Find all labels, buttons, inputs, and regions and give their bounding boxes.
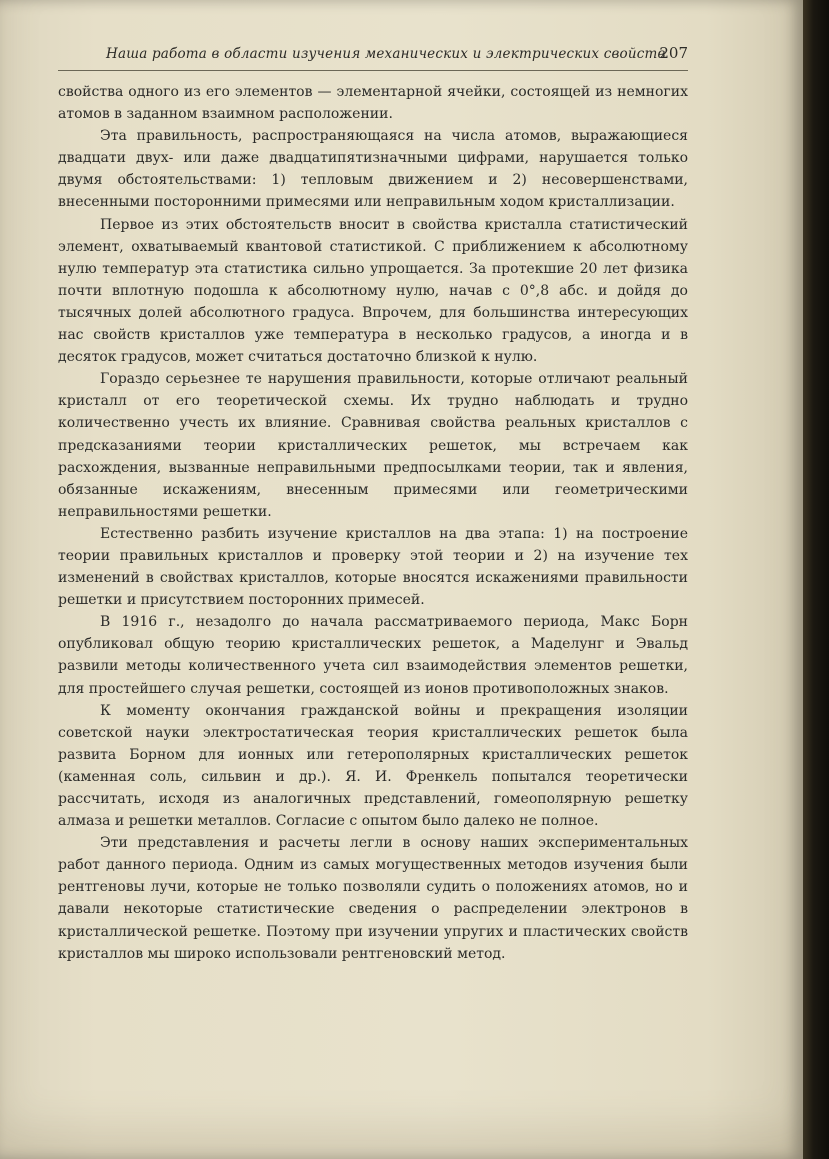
paragraph-4: Гораздо серьезнее те нарушения правильности, которые отличают реальный кристалл от его теоретической схемы. Их трудно наблюдать и трудно количественно учесть их влияние. Сравнивая свойства реальных кристаллов с предсказаниями теории кристаллических решеток, мы встречаем как расхождения, вызванные неправильными предпосылками теории, так и явления, обязанные искажениям, внесенным примесями или геометрическими неправильностями решетки. <box>58 371 688 520</box>
paragraph-6: В 1916 г., незадолго до начала рассматриваемого периода, Макс Борн опубликовал общую теорию кристаллических решеток, а Маделунг и Эвальд развили методы количественного учета сил взаимодействия элементов решетки, для простейшего случая решетки, состоящей из ионов противоположных знаков. <box>58 614 688 697</box>
running-header <box>98 44 688 66</box>
paragraph-8: Эти представления и расчеты легли в основу наших экспериментальных работ данного периода. Одним из самых могущественных методов изучения были рентгеновы лучи, которые не только позволяли судить о положениях атомов, но и давали некоторые статистические сведения о распределении электронов в кристаллической решетке. Поэтому при изучении упругих и пластических свойств кристаллов мы широко использовали рентгеновский метод. <box>58 835 688 962</box>
body-text <box>58 81 688 965</box>
paragraph-7: К моменту окончания гражданской войны и прекращения изоляции советской науки электростатическая теория кристаллических решеток была развита Борном для ионных или гетерополярных кристаллических решеток (каменная соль, сильвин и др.). Я. И. Френкель попытался теоретически рассчитать, исходя из аналогичных представлений, гомеополярную решетку алмаза и решетки металлов. Согласие с опытом было далеко не полное. <box>58 702 688 830</box>
paragraph-5: Естественно разбить изучение кристаллов на два этапа: 1) на построение теории правильных кристаллов и проверку этой теории и 2) на изучение тех изменений в свойствах кристаллов, которые вносятся искажениями правильности решетки и присутствием посторонних примесей. <box>58 525 688 609</box>
book-spine-shadow <box>803 0 829 1159</box>
paragraph-1: свойства одного из его элементов — элементарной ячейки, состоящей из немногих атомов в заданном взаимном расположении. <box>58 84 688 123</box>
running-title: Наша работа в области изучения механических и электрических свойств <box>106 46 666 62</box>
paragraph-2: Эта правильность, распространяющаяся на числа атомов, выражающиеся двадцати двух- или даже двадцатипятизначными цифрами, нарушается только двумя обстоятельствами: 1) тепловым движением и 2) несовершенствами, внесенными посторонними примесями или неправильным ходом кристаллизации. <box>58 128 688 211</box>
paragraph-3: Первое из этих обстоятельств вносит в свойства кристалла статистический элемент, охватываемый квантовой статистикой. С приближением к абсолютному нулю температур эта статистика сильно упрощается. За протекшие 20 лет физика почти вплотную подошла к абсолютному нулю, начав с 0°,8 абс. и дойдя до тысячных долей абсолютного градуса. Впрочем, для большинства интересующих нас свойств кристаллов уже температура в несколько градусов, а иногда и в десяток градусов, может считаться достаточно близкой к нулю. <box>58 216 688 366</box>
page-number: 207 <box>659 44 688 62</box>
header-rule <box>58 70 688 71</box>
